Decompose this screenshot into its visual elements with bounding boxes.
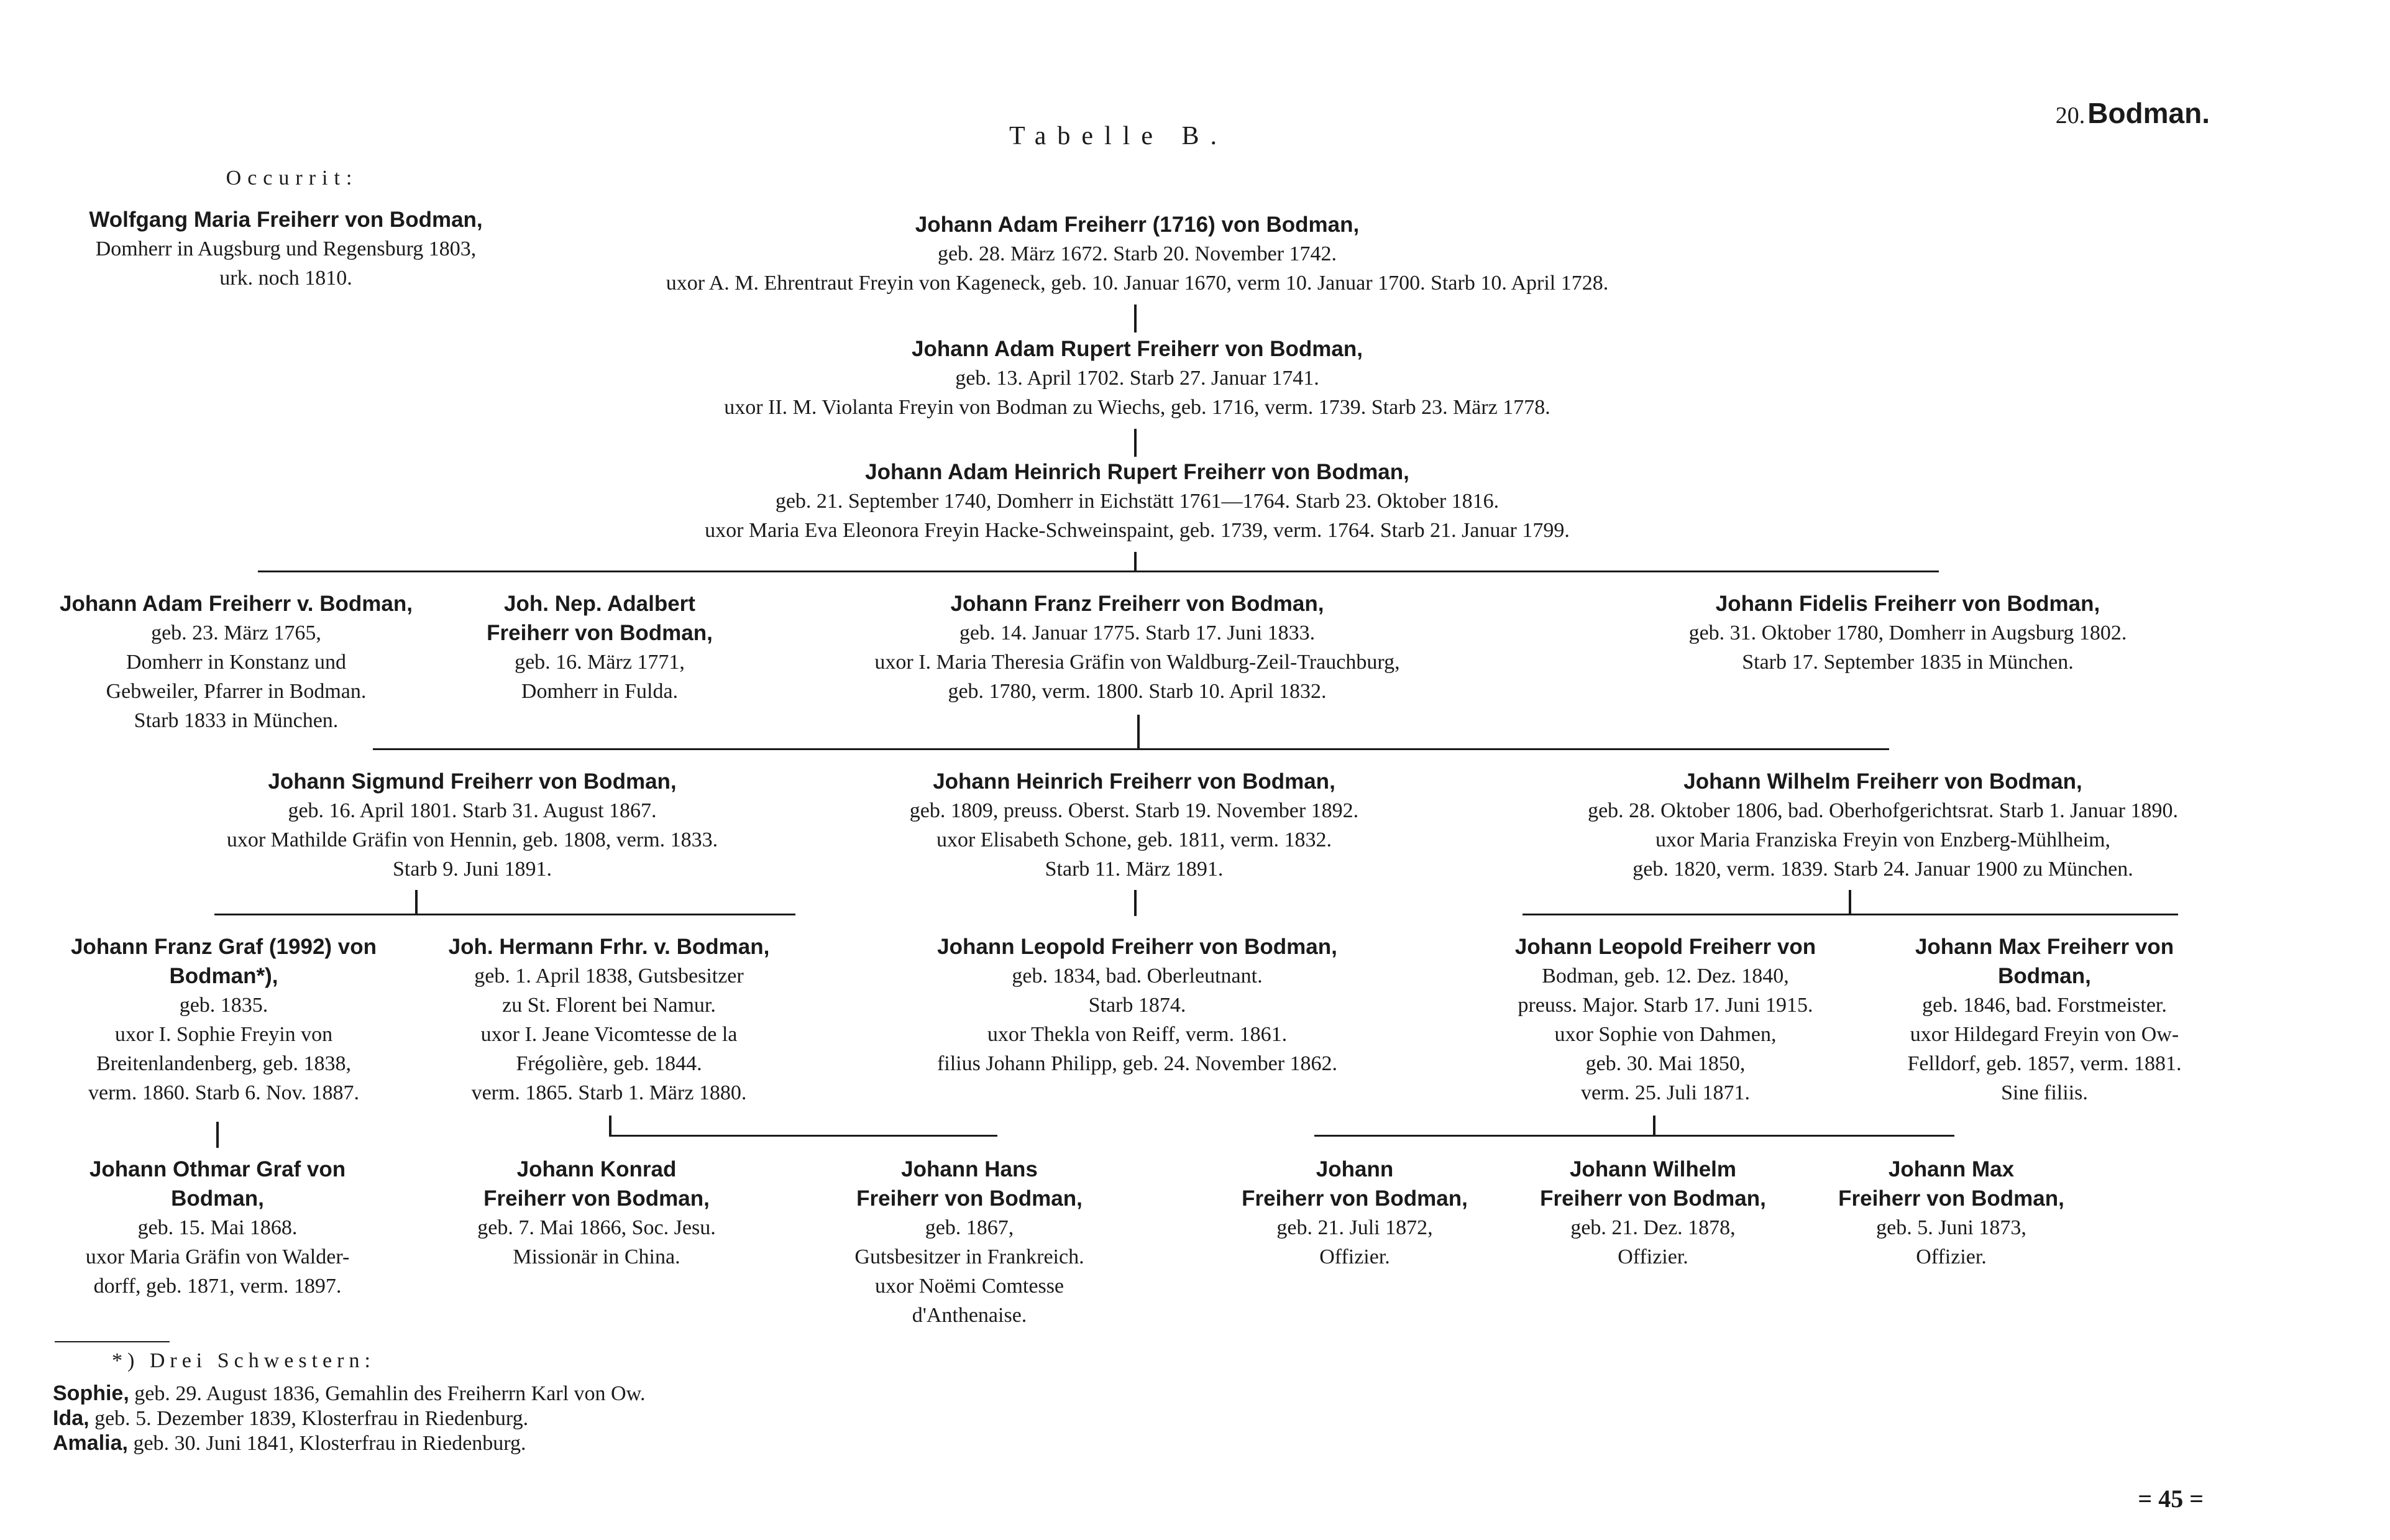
gen6-entry: Joh. Hermann Frhr. v. Bodman, geb. 1. April 1838, Gutsbesitzer zu St. Florent bei Namur. uxor I. Jeane Vicomtesse de la Frégolière, geb. 1844. verm. 1865. Starb 1. März 1880. <box>435 932 783 1107</box>
connector-line <box>1134 552 1137 572</box>
connector-line <box>1134 429 1137 457</box>
person-name: Johann Wilhelm <box>1569 1157 1737 1181</box>
sibling-line <box>1522 914 2178 915</box>
person-name: Johann Franz Freiherr von Bodman, <box>950 592 1324 616</box>
sibling-line <box>258 571 1939 572</box>
footnote-entry: Sophie, geb. 29. August 1836, Gemahlin des Freiherrn Karl von Ow. <box>53 1382 646 1405</box>
gen6-entry: Johann Leopold Freiherr von Bodman, geb. 1834, bad. Oberleutnant. Starb 1874. uxor Thekla von Reiff, verm. 1861. filius Johann Philipp, geb. 24. November 1862. <box>882 932 1392 1078</box>
person-name: Johann Sigmund Freiherr von Bodman, <box>268 769 677 794</box>
gen5-entry: Johann Wilhelm Freiherr von Bodman, geb. 28. Oktober 1806, bad. Oberhofgerichtsrat. Starb 1. Januar 1890. uxor Maria Franziska Freyin von Enzberg-Mühlheim, geb. 1820, verm. 1839. Starb 24. Januar 1900 zu München. <box>1479 767 2287 884</box>
gen7-entry: Johann Othmar Graf von Bodman, geb. 15. Mai 1868. uxor Maria Gräfin von Walder- dorff, geb. 1871, verm. 1897. <box>50 1155 385 1301</box>
person-name: Johann Leopold Freiherr von Bodman, <box>937 935 1337 959</box>
occurrit-entry: Wolfgang Maria Freiherr von Bodman, Domherr in Augsburg und Regensburg 1803, urk. noch 1810. <box>56 205 516 293</box>
footnote-entry: Amalia, geb. 30. Juni 1841, Klosterfrau in Riedenburg. <box>53 1431 526 1455</box>
gen1-entry: Johann Adam Freiherr (1716) von Bodman, geb. 28. März 1672. Starb 20. November 1742. uxor A. M. Ehrentraut Freyin von Kageneck, geb. 10. Januar 1670, verm 10. Januar 1700. Starb 10. April 1728. <box>516 210 1759 298</box>
sibling-line <box>214 914 795 915</box>
connector-line <box>609 1116 611 1137</box>
connector-line <box>1137 715 1140 749</box>
person-name: Johann Konrad <box>516 1157 677 1181</box>
connector-line <box>1134 890 1137 916</box>
connector-line <box>1849 890 1851 915</box>
gen7-entry: Johann Freiherr von Bodman, geb. 21. Juli 1872, Offizier. <box>1218 1155 1491 1272</box>
page-number: = 45 = <box>2138 1485 2204 1513</box>
person-name: Johann Adam Freiherr v. Bodman, <box>60 592 413 616</box>
gen6-entry: Johann Franz Graf (1992) von Bodman*), geb. 1835. uxor I. Sophie Freyin von Breitenlandenberg, geb. 1838, verm. 1860. Starb 6. Nov. 1887. <box>50 932 398 1107</box>
gen5-entry: Johann Sigmund Freiherr von Bodman, geb. 16. April 1801. Starb 31. August 1867. uxor Mathilde Gräfin von Hennin, geb. 1808, verm. 1833. Starb 9. Juni 1891. <box>130 767 814 884</box>
person-name: Johann Hans <box>901 1157 1038 1181</box>
gen6-entry: Johann Max Freiherr von Bodman, geb. 1846, bad. Forstmeister. uxor Hildegard Freyin von Ow- Felldorf, geb. 1857, verm. 1881. Sine filiis. <box>1864 932 2225 1107</box>
person-name: Johann Leopold Freiherr von <box>1514 935 1816 959</box>
person-name: Johann Franz Graf (1992) von <box>70 935 377 959</box>
sibling-line <box>609 1135 997 1137</box>
gen7-entry: Johann Max Freiherr von Bodman, geb. 5. Juni 1873, Offizier. <box>1815 1155 2088 1272</box>
person-name: Johann <box>1316 1157 1394 1181</box>
gen4-entry: Johann Franz Freiherr von Bodman, geb. 14. Januar 1775. Starb 17. Juni 1833. uxor I. Maria Theresia Gräfin von Waldburg-Zeil-Trauchburg, geb. 1780, verm. 1800. Starb 10. April 1832. <box>783 589 1491 706</box>
person-name: Joh. Hermann Frhr. v. Bodman, <box>448 935 770 959</box>
person-name: Johann Adam Heinrich Rupert Freiherr von Bodman, <box>865 460 1409 484</box>
sibling-line <box>373 748 1889 750</box>
family-name: Bodman. <box>2087 97 2210 129</box>
gen4-entry: Johann Fidelis Freiherr von Bodman, geb. 31. Oktober 1780, Domherr in Augsburg 1802. Starb 17. September 1835 in München. <box>1591 589 2225 677</box>
person-name: Wolfgang Maria Freiherr von Bodman, <box>89 208 483 232</box>
connector-line <box>216 1122 219 1148</box>
person-name: Johann Adam Freiherr (1716) von Bodman, <box>915 213 1360 237</box>
person-name: Johann Heinrich Freiherr von Bodman, <box>933 769 1335 794</box>
person-name: Johann Fidelis Freiherr von Bodman, <box>1715 592 2100 616</box>
gen7-entry: Johann Hans Freiherr von Bodman, geb. 1867, Gutsbesitzer in Frankreich. uxor Noëmi Comtesse d'Anthenaise. <box>808 1155 1131 1330</box>
gen5-entry: Johann Heinrich Freiherr von Bodman, geb. 1809, preuss. Oberst. Starb 19. November 1892. uxor Elisabeth Schone, geb. 1811, verm. 1832. Starb 11. März 1891. <box>814 767 1454 884</box>
occurrit-label: Occurrit: <box>226 167 359 190</box>
person-name: Johann Wilhelm Freiherr von Bodman, <box>1683 769 2082 794</box>
person-name: Johann Othmar Graf von <box>89 1157 346 1181</box>
person-name: Johann Adam Rupert Freiherr von Bodman, <box>911 337 1363 361</box>
connector-line <box>1134 305 1137 332</box>
gen2-entry: Johann Adam Rupert Freiherr von Bodman, geb. 13. April 1702. Starb 27. Januar 1741. uxor II. M. Violanta Freyin von Bodman zu Wiechs, geb. 1716, verm. 1739. Starb 23. März 1778. <box>516 334 1759 422</box>
gen7-entry: Johann Konrad Freiherr von Bodman, geb. 7. Mai 1866, Soc. Jesu. Missionär in China. <box>447 1155 746 1272</box>
gen4-entry: Johann Adam Freiherr v. Bodman, geb. 23. März 1765, Domherr in Konstanz und Gebweiler, Pfarrer in Bodman. Starb 1833 in München. <box>50 589 423 735</box>
table-title: Tabelle B. <box>1009 122 1228 150</box>
connector-line <box>415 890 418 915</box>
footnote-rule <box>55 1341 170 1342</box>
page-ref: 20. <box>2055 103 2086 129</box>
gen7-entry: Johann Wilhelm Freiherr von Bodman, geb. 21. Dez. 1878, Offizier. <box>1516 1155 1790 1272</box>
page-header <box>2056 96 2210 130</box>
person-name: Johann Max Freiherr von <box>1915 935 2174 959</box>
gen3-entry: Johann Adam Heinrich Rupert Freiherr von Bodman, geb. 21. September 1740, Domherr in Eichstätt 1761—1764. Starb 23. Oktober 1816. uxor Maria Eva Eleonora Freyin Hacke-Schweinspaint, geb. 1739, verm. 1764. Starb 21. Januar 1799. <box>516 457 1759 545</box>
footnote-entry: Ida, geb. 5. Dezember 1839, Klosterfrau in Riedenburg. <box>53 1406 529 1430</box>
person-name: Joh. Nep. Adalbert <box>504 592 695 616</box>
sibling-line <box>1314 1135 1954 1137</box>
person-name: Johann Max <box>1888 1157 2015 1181</box>
gen6-entry: Johann Leopold Freiherr von Bodman, geb. 12. Dez. 1840, preuss. Major. Starb 17. Juni 1915. uxor Sophie von Dahmen, geb. 30. Mai 1850, verm. 25. Juli 1871. <box>1479 932 1852 1107</box>
gen4-entry: Joh. Nep. Adalbert Freiherr von Bodman, geb. 16. März 1771, Domherr in Fulda. <box>460 589 739 706</box>
footnote-title: *) Drei Schwestern: <box>112 1349 375 1372</box>
connector-line <box>1653 1116 1655 1137</box>
